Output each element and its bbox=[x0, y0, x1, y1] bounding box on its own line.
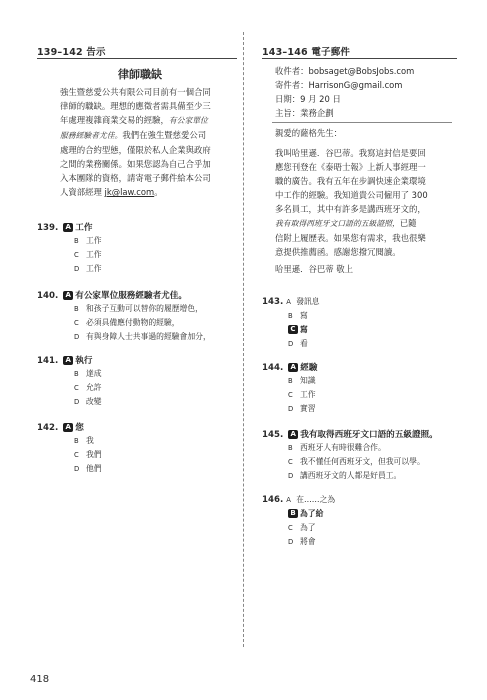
option-text: 工作 bbox=[300, 390, 316, 399]
option-text: 寫 bbox=[300, 311, 308, 320]
email-line bbox=[275, 216, 475, 231]
notice-text: 我們在強生暨慈愛公司 bbox=[122, 130, 207, 140]
email-line: 多名員工，其中有許多是講西班牙文的， bbox=[275, 204, 426, 214]
question-146 bbox=[262, 494, 335, 505]
option-b-answer[interactable] bbox=[288, 508, 323, 519]
option-b[interactable]: B 和孩子互動可以替你的履歷增色， bbox=[74, 304, 203, 313]
option-c-answer[interactable] bbox=[288, 324, 308, 335]
subject-label: 主旨： bbox=[275, 108, 301, 118]
question-143 bbox=[262, 296, 320, 307]
email-line: 中工作的經驗。我知道貴公司僱用了 300 bbox=[275, 190, 428, 200]
option-text: 達成 bbox=[86, 369, 102, 378]
option-text: 和孩子互動可以替你的履歷增色， bbox=[86, 304, 203, 313]
option-b[interactable]: B 達成 bbox=[74, 369, 102, 378]
date-line bbox=[275, 92, 475, 106]
option-b[interactable]: B 工作 bbox=[74, 236, 102, 245]
notice-text: 年處理複雜商業交易的經驗， bbox=[60, 115, 169, 125]
question-142 bbox=[37, 421, 84, 433]
email-line: 我叫哈里遜．谷巴蒂。我寫這封信是要回 bbox=[275, 148, 426, 158]
question-number: 140. bbox=[37, 291, 59, 301]
section-heading-143-146: 143–146 電子郵件 bbox=[262, 47, 351, 58]
column-divider bbox=[243, 32, 244, 647]
question-answer: 您 bbox=[75, 423, 84, 433]
to-line bbox=[275, 64, 475, 78]
email-link[interactable]: jk@law.com bbox=[104, 187, 155, 197]
answer-badge: A bbox=[63, 223, 73, 232]
option-a[interactable]: A 發訊息 bbox=[286, 297, 320, 306]
subject-line bbox=[275, 106, 475, 120]
answer-badge: C bbox=[288, 325, 298, 334]
question-answer: 經驗 bbox=[300, 363, 318, 373]
option-a[interactable]: A 在……之為 bbox=[286, 495, 336, 504]
option-text: 我不懂任何西班牙文，但我可以學。 bbox=[300, 457, 425, 466]
heading-rule bbox=[37, 58, 237, 59]
question-141 bbox=[37, 354, 92, 366]
option-text: 講西班牙文的人都是好員工。 bbox=[300, 471, 402, 480]
notice-line: 處理的合約型態，僅限於私人企業與政府 bbox=[60, 145, 211, 155]
email-line: 信附上履歷表。如果您有需求，我也很樂 bbox=[275, 233, 426, 243]
from-line bbox=[275, 78, 475, 92]
date-value: 9 月 20 日 bbox=[300, 94, 341, 104]
option-b[interactable]: B 寫 bbox=[288, 311, 308, 320]
question-answer: 工作 bbox=[75, 223, 93, 233]
question-number: 141. bbox=[37, 356, 59, 366]
question-number: 142. bbox=[37, 423, 59, 433]
option-d[interactable]: D 改變 bbox=[74, 397, 102, 406]
option-text: 工作 bbox=[86, 236, 102, 245]
option-c[interactable]: C 允許 bbox=[74, 383, 102, 392]
question-answer: 有公家單位服務經驗者尤佳。 bbox=[75, 291, 187, 301]
option-text: 為了 bbox=[300, 523, 316, 532]
question-140 bbox=[37, 289, 187, 301]
option-c[interactable]: C 為了 bbox=[288, 523, 316, 532]
from-label: 寄件者： bbox=[275, 80, 309, 90]
notice-answer-text: 服務經驗者尤佳。 bbox=[60, 131, 123, 140]
question-answer: 我有取得西班牙文口語的五級證照。 bbox=[300, 430, 438, 440]
answer-badge: A bbox=[288, 430, 298, 439]
email-answer-text: 我有取得西班牙文口語的五級證照， bbox=[275, 219, 400, 228]
option-text: 我們 bbox=[86, 450, 102, 459]
date-label: 日期： bbox=[275, 94, 301, 104]
option-text: 我 bbox=[86, 436, 94, 445]
answer-badge: A bbox=[63, 423, 73, 432]
notice-line bbox=[60, 113, 240, 128]
option-text: 將會 bbox=[300, 537, 316, 546]
question-number: 144. bbox=[262, 363, 284, 373]
question-139 bbox=[37, 221, 92, 233]
option-text: 改變 bbox=[86, 397, 102, 406]
option-text: 實習 bbox=[300, 404, 316, 413]
answer-badge: A bbox=[63, 356, 73, 365]
answer-badge: A bbox=[288, 363, 298, 372]
option-b[interactable]: B 西班牙人有時很難合作。 bbox=[288, 443, 386, 452]
option-c[interactable]: C 工作 bbox=[74, 250, 102, 259]
option-text: 看 bbox=[300, 339, 308, 348]
notice-answer-text: 有公家單位 bbox=[168, 116, 208, 125]
header-rule bbox=[272, 122, 452, 123]
option-text: 有與身障人士共事過的經驗會加分， bbox=[86, 332, 211, 341]
question-answer: 執行 bbox=[75, 356, 93, 366]
option-c[interactable]: C 我不懂任何西班牙文，但我可以學。 bbox=[288, 457, 425, 466]
option-text: 工作 bbox=[86, 250, 102, 259]
option-b[interactable]: B 知識 bbox=[288, 376, 316, 385]
email-greeting: 親愛的薩格先生： bbox=[275, 128, 342, 138]
question-number: 146. bbox=[262, 495, 284, 505]
question-144 bbox=[262, 361, 317, 373]
option-text: 為了給 bbox=[300, 509, 324, 518]
notice-line: 律師的職缺。理想的應徵者需具備至少三 bbox=[60, 101, 211, 111]
option-d[interactable]: D 他們 bbox=[74, 464, 102, 473]
option-d[interactable]: D 將會 bbox=[288, 537, 316, 546]
option-text: 知識 bbox=[300, 376, 316, 385]
notice-title: 律師職缺 bbox=[118, 68, 162, 81]
subject-value: 業務企劃 bbox=[300, 108, 334, 118]
option-text: 寫 bbox=[300, 325, 308, 334]
from-value: HarrisonG@gmail.com bbox=[308, 80, 403, 90]
option-b[interactable]: B 我 bbox=[74, 436, 94, 445]
email-line: 職的廣告。我有五年在步調快速企業環境 bbox=[275, 176, 426, 186]
option-text: 允許 bbox=[86, 383, 102, 392]
notice-line bbox=[60, 128, 240, 143]
question-145 bbox=[262, 428, 438, 440]
notice-text: 人資部經理 bbox=[60, 187, 105, 197]
to-value: bobsaget@BobsJobs.com bbox=[308, 66, 415, 76]
page-number: 418 bbox=[30, 674, 50, 685]
to-label: 收件者： bbox=[275, 66, 309, 76]
notice-body bbox=[60, 85, 240, 199]
option-text: 必須具備應付動物的經驗， bbox=[86, 318, 180, 327]
notice-text: 。 bbox=[154, 187, 163, 197]
email-signoff: 哈里遜．谷巴蒂 敬上 bbox=[275, 264, 354, 274]
option-d[interactable]: D 看 bbox=[288, 339, 308, 348]
option-d[interactable]: D 實習 bbox=[288, 404, 316, 413]
email-line: 應您刊登在《泰晤士報》上新人事經理一 bbox=[275, 162, 426, 172]
notice-line bbox=[60, 185, 240, 199]
option-text: 西班牙人有時很難合作。 bbox=[300, 443, 386, 452]
option-text: 在……之為 bbox=[296, 495, 336, 504]
email-line: 意提供推薦函。感謝您撥冗閱讀。 bbox=[275, 247, 401, 257]
option-c[interactable]: C 工作 bbox=[288, 390, 316, 399]
question-number: 143. bbox=[262, 297, 284, 307]
email-body bbox=[275, 146, 475, 259]
option-c[interactable]: C 必須具備應付動物的經驗， bbox=[74, 318, 180, 327]
option-d[interactable]: D 講西班牙文的人都是好員工。 bbox=[288, 471, 402, 480]
question-number: 139. bbox=[37, 223, 59, 233]
section-heading-139-142: 139–142 告示 bbox=[37, 47, 106, 58]
option-text: 他們 bbox=[86, 464, 102, 473]
option-text: 工作 bbox=[86, 264, 102, 273]
heading-rule bbox=[262, 58, 457, 59]
option-text: 發訊息 bbox=[296, 297, 320, 306]
notice-line: 入本團隊的資格，請寄電子郵件給本公司 bbox=[60, 173, 211, 183]
option-d[interactable]: D 工作 bbox=[74, 264, 102, 273]
option-d[interactable]: D 有與身障人士共事過的經驗會加分， bbox=[74, 332, 211, 341]
answer-badge: B bbox=[288, 509, 298, 518]
email-header bbox=[275, 64, 475, 120]
email-text: 已隨 bbox=[399, 218, 417, 228]
option-c[interactable]: C 我們 bbox=[74, 450, 102, 459]
notice-line: 之間的業務關係。如果您認為自己合乎加 bbox=[60, 159, 211, 169]
answer-badge: A bbox=[63, 291, 73, 300]
notice-line: 強生暨慈愛公共有限公司目前有一個合同 bbox=[60, 87, 211, 97]
question-number: 145. bbox=[262, 430, 284, 440]
